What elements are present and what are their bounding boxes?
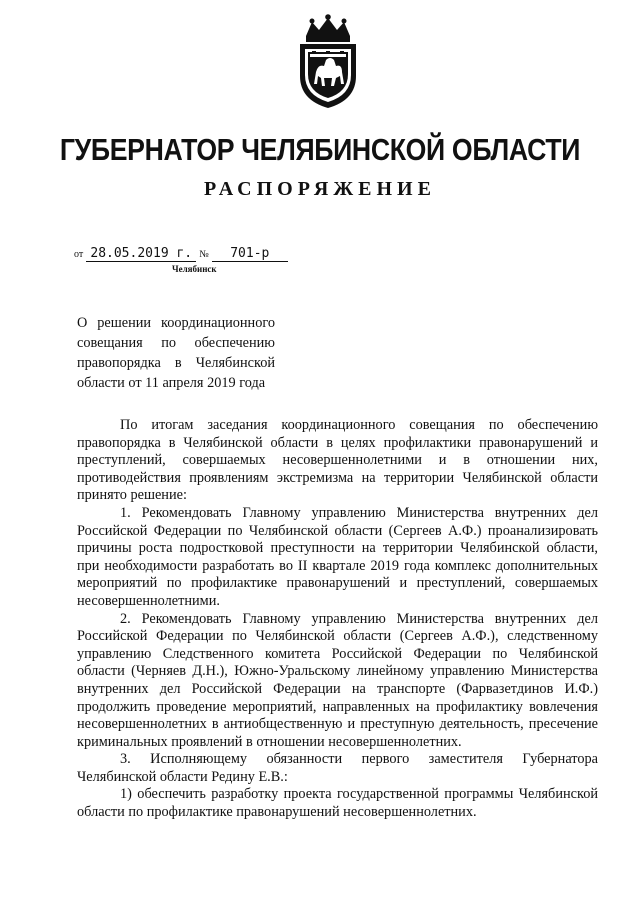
body-item-1: 1. Рекомендовать Главному управлению Министерства внутренних дел Российской Федерации по Челябинской области (Сергеев А.Ф.) проанализировать причины роста подростковой преступности на территории Челябинской области, при необходимости разработать во II квартале 2019 года комплекс дополнительных мероприятий по профилактике правонарушений и преступлений, совершаемых несовершеннолетними. — [77, 504, 598, 609]
document-subject: О решении координационного совещания по обеспечению правопорядка в Челябинской области от 11 апреля 2019 года — [77, 315, 275, 391]
body-intro-paragraph: По итогам заседания координационного совещания по обеспечению правопорядка в Челябинской области в целях профилактики правонарушений и преступлений, совершаемых несовершеннолетними и в отношении них, противодействия проявлениям экстремизма на территории Челябинской области принято решение: — [77, 417, 598, 504]
document-meta — [74, 246, 288, 262]
issue-city: Челябинск — [172, 264, 217, 274]
document-body — [77, 417, 598, 822]
date-label: от — [74, 249, 84, 260]
number-label: № — [199, 249, 209, 260]
body-item-2: 2. Рекомендовать Главному управлению Министерства внутренних дел Российской Федерации по Челябинской области (Сергеев А.Ф.), следственному управлению Следственного комитета Российской Федерации по Челябинской области (Черняев Д.Н.), Южно-Уральскому линейному управлению Министерства внутренних дел Российской Федерации на транспорте (Фарвазетдинов И.Ф.) продолжить проведение мероприятий, направленных на профилактику вовлечения несовершеннолетних в антиобщественную и преступную деятельность, пресечение криминальных проявлений в отношении несовершеннолетних. — [77, 610, 598, 750]
body-item-3-1: 1) обеспечить разработку проекта государственной программы Челябинской области по профилактике правонарушений несовершеннолетних. — [77, 786, 598, 821]
document-number: 701-р — [212, 246, 288, 262]
coat-of-arms-emblem — [292, 14, 364, 110]
document-type: РАСПОРЯЖЕНИЕ — [204, 178, 436, 200]
body-item-3: 3. Исполняющему обязанности первого заместителя Губернатора Челябинской области Редину Е.В.: — [77, 751, 598, 785]
document-date: 28.05.2019 г. — [86, 246, 196, 262]
governor-title: ГУБЕРНАТОР ЧЕЛЯБИНСКОЙ ОБЛАСТИ — [59, 132, 581, 167]
